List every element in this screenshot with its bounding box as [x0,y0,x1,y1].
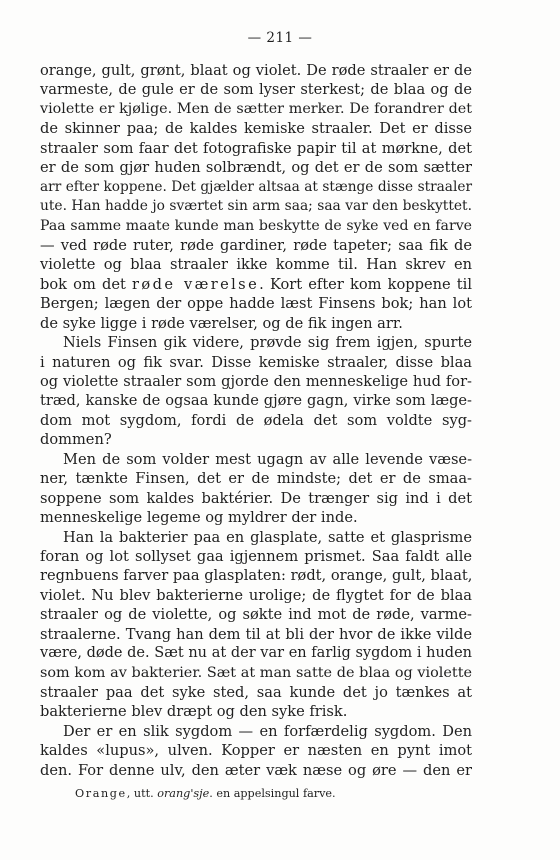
text-line: straalerne. Tvang han dem til at bli der hvor de ikke vilde [40,625,472,643]
text-line: foran og lot sollyset gaa igjennem prismet. Saa faldt alle [40,547,472,565]
text-line: Niels Finsen gik videre, prøvde sig frem igjen, spurte [63,334,472,352]
text-line: som kom av bakterier. Sæt at man satte de blaa og violette [40,664,472,681]
text-line: — ved røde ruter, røde gardiner, røde tapeter; saa fik de [40,236,472,254]
text-line: violet. Nu blev bakterierne urolige; de flygtet for de blaa [40,586,472,604]
text-fragment: . Kort efter kom koppene til [259,275,473,293]
text-line: soppene som kaldes baktérier. De trænger sig ind i det [40,489,472,507]
text-line: straaler og de violette, og søkte ind mot de røde, varme- [40,606,472,624]
text-fragment: bok om det [40,275,133,293]
text-line: arr efter koppene. Det gjælder altsaa at stænge disse straaler [40,178,472,195]
footnote-pronunciation: orang'sje [157,787,210,800]
text-line: straaler som faar det fotografiske papir til at mørkne, det [40,139,472,157]
text-line: den. For denne ulv, den æter væk næse og øre — den er [40,761,472,779]
text-line: træd, kanske de ogsaa kunde gjøre gagn, virke som læge- [40,392,472,410]
text-line: Han la bakterier paa en glasplate, satte et glasprisme [63,528,472,546]
text-line: er de som gjør huden solbrændt, og det er de som sætter [40,159,472,177]
text-line: varmeste, de gule er de som lyser sterkest; de blaa og de [40,81,472,99]
text-line: Bergen; lægen der oppe hadde læst Finsens bok; han lot [40,295,472,313]
text-line: dom mot sygdom, fordi de ødela det som voldte syg- [40,411,472,429]
body-text [40,61,472,780]
text-line: de skinner paa; de kaldes kemiske straaler. Det er disse [40,120,472,138]
text-line: Der er en slik sygdom — en forfærdelig sygdom. Den [63,722,472,740]
text-line: straaler paa det syke sted, saa kunde det jo tænkes at [40,684,472,701]
text-line: regnbuens farver paa glasplaten: rødt, orange, gult, blaat, [40,567,473,585]
text-line: violette og blaa straaler ikke komme til. Han skrev en [40,256,472,274]
text-line: de syke ligge i røde værelser, og de fik ingen arr. [40,314,403,332]
text-line: ner, tænkte Finsen, det er de mindste; det er de smaa- [40,470,472,488]
footnote-text: , utt. [126,787,158,800]
text-line: og violette straaler som gjorde den menneskelige hud for- [40,373,472,390]
footnote [75,786,336,802]
text-line: i naturen og fik svar. Disse kemiske straaler, disse blaa [40,353,472,371]
emphasized-text: røde værelse [132,275,260,293]
text-line: dommen? [40,431,112,449]
text-line-spaced [40,275,472,294]
text-line: være, døde de. Sæt nu at der var en farlig sygdom i huden [40,645,472,662]
text-line: violette er kjølige. Men de sætter merker. De forandrer det [40,100,472,117]
text-line: bakterierne blev dræpt og den syke frisk. [40,703,348,721]
text-line: kaldes «lupus», ulven. Kopper er næsten en pynt imot [40,742,472,760]
text-line: ute. Han hadde jo sværtet sin arm saa; saa var den beskyttet. [40,198,472,215]
text-line: menneskelige legeme og myldrer der inde. [40,509,358,527]
text-line: orange, gult, grønt, blaat og violet. De røde straaler er de [40,62,472,79]
footnote-text: . en appelsingul farve. [209,787,336,800]
text-line: Paa samme maate kunde man beskytte de syke ved en farve [40,217,472,234]
page-number: — 211 — [247,30,313,46]
footnote-term: Orange [75,787,127,800]
text-line: Men de som volder mest ugagn av alle levende væse- [63,450,472,468]
